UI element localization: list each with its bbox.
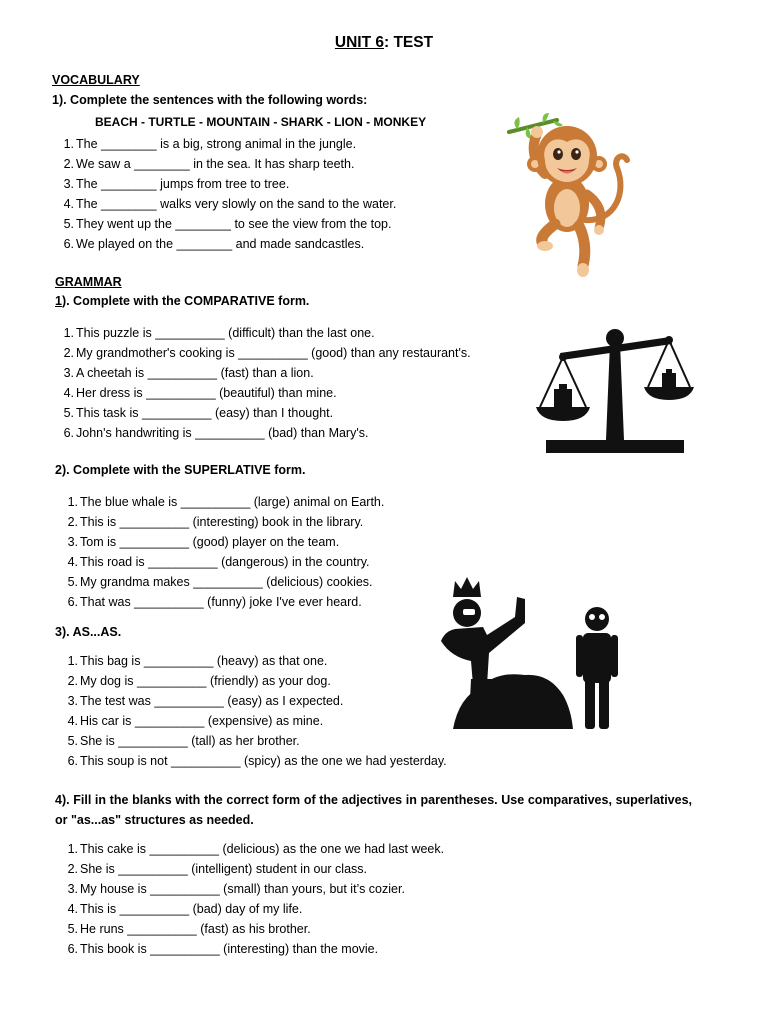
list-item [64,552,384,572]
list-item [64,939,444,959]
item-number: 1. [63,137,74,151]
item-number: 1. [67,654,78,668]
item-text: This road is __________ (dangerous) in the country. [80,555,370,569]
item-number: 2. [67,674,78,688]
item-number: 6. [67,595,78,609]
list-item [60,383,471,403]
balance-scale-icon [536,325,696,457]
title-rest: : TEST [384,34,434,51]
title-unit: UNIT 6 [334,34,384,51]
item-text: The ________ walks very slowly on the sand to the water. [76,197,397,211]
item-number: 2. [63,346,74,360]
item-number: 5. [67,734,78,748]
list-item [60,154,396,174]
item-text: That was __________ (funny) joke I've ever heard. [80,595,362,609]
comparative-number: 1 [55,294,62,308]
item-number: 4. [63,197,74,211]
list-item [64,731,447,751]
list-item [64,512,384,532]
comparative-instruction [55,294,309,308]
item-text: My dog is __________ (friendly) as your dog. [80,674,331,688]
item-number: 2. [67,515,78,529]
item-text: My grandma makes __________ (delicious) cookies. [80,575,373,589]
list-item [60,363,471,383]
list-item [60,134,396,154]
item-text: This bag is __________ (heavy) as that one. [80,654,328,668]
list-item [60,234,396,254]
list-item [60,423,471,443]
item-number: 1. [63,326,74,340]
item-number: 3. [67,882,78,896]
item-number: 4. [67,555,78,569]
item-text: She is __________ (intelligent) student in our class. [80,862,367,876]
list-item [60,194,396,214]
list-item [64,919,444,939]
grammar-heading: GRAMMAR [55,275,122,289]
king-and-person-comparison-icon [437,575,627,735]
item-number: 2. [63,157,74,171]
list-item [60,323,471,343]
list-item [64,651,447,671]
item-text: He runs __________ (fast) as his brother. [80,922,311,936]
item-text: This puzzle is __________ (difficult) than the last one. [76,326,375,340]
item-text: The test was __________ (easy) as I expected. [80,694,344,708]
item-text: She is __________ (tall) as her brother. [80,734,300,748]
item-number: 6. [63,426,74,440]
item-text: This is __________ (interesting) book in the library. [80,515,364,529]
list-item [60,214,396,234]
list-item [64,839,444,859]
mixed-instruction: 4). Fill in the blanks with the correct form of the adjectives in parentheses. Use comparatives, superlatives, or "as...as" structures as needed. [55,793,692,827]
list-item [60,403,471,423]
list-item [64,572,384,592]
list-item [64,592,384,612]
item-number: 5. [67,922,78,936]
list-item [64,879,444,899]
item-text: Her dress is __________ (beautiful) than mine. [76,386,337,400]
list-item [60,343,471,363]
item-text: My house is __________ (small) than yours, but it’s cozier. [80,882,405,896]
item-number: 6. [67,942,78,956]
item-text: This cake is __________ (delicious) as the one we had last week. [80,842,445,856]
item-text: We played on the ________ and made sandcastles. [76,237,365,251]
item-text: We saw a ________ in the sea. It has sharp teeth. [76,157,355,171]
item-number: 4. [67,902,78,916]
vocabulary-instruction: 1). Complete the sentences with the following words: [52,93,368,107]
item-number: 3. [67,535,78,549]
item-number: 1. [67,842,78,856]
item-text: This task is __________ (easy) than I thought. [76,406,334,420]
item-text: They went up the ________ to see the view from the top. [76,217,392,231]
list-item [64,711,447,731]
item-text: John's handwriting is __________ (bad) than Mary's. [76,426,369,440]
list-item [64,492,384,512]
as-as-list [64,651,447,771]
item-text: The ________ is a big, strong animal in the jungle. [76,137,357,151]
word-bank: BEACH - TURTLE - MOUNTAIN - SHARK - LION - MONKEY [95,115,427,129]
list-item [64,691,447,711]
superlative-list [64,492,384,612]
item-text: My grandmother's cooking is __________ (good) than any restaurant's. [76,346,471,360]
comparative-list [60,323,471,443]
item-number: 5. [63,406,74,420]
list-item [60,174,396,194]
item-text: The blue whale is __________ (large) animal on Earth. [80,495,385,509]
item-number: 6. [63,237,74,251]
item-number: 5. [63,217,74,231]
list-item [64,671,447,691]
item-number: 3. [63,177,74,191]
item-text: The ________ jumps from tree to tree. [76,177,290,191]
item-number: 3. [63,366,74,380]
item-text: Tom is __________ (good) player on the team. [80,535,340,549]
list-item [64,532,384,552]
comparative-instruction-text: ). Complete with the COMPARATIVE form. [61,294,310,308]
item-number: 4. [63,386,74,400]
page-title [0,34,768,52]
item-text: This soup is not __________ (spicy) as the one we had yesterday. [80,754,447,768]
mixed-list [64,839,444,959]
monkey-illustration [505,112,635,277]
item-text: His car is __________ (expensive) as mine. [80,714,324,728]
item-text: This book is __________ (interesting) than the movie. [80,942,379,956]
vocabulary-list [60,134,396,254]
item-number: 1. [67,495,78,509]
vocabulary-heading: VOCABULARY [52,73,140,87]
item-number: 6. [67,754,78,768]
item-text: A cheetah is __________ (fast) than a lion. [76,366,314,380]
item-number: 3. [67,694,78,708]
item-number: 2. [67,862,78,876]
list-item [64,859,444,879]
list-item [64,899,444,919]
superlative-instruction: 2). Complete with the SUPERLATIVE form. [55,463,306,477]
item-text: This is __________ (bad) day of my life. [80,902,303,916]
as-as-instruction: 3). AS...AS. [55,625,122,639]
item-number: 5. [67,575,78,589]
list-item [64,751,447,771]
item-number: 4. [67,714,78,728]
